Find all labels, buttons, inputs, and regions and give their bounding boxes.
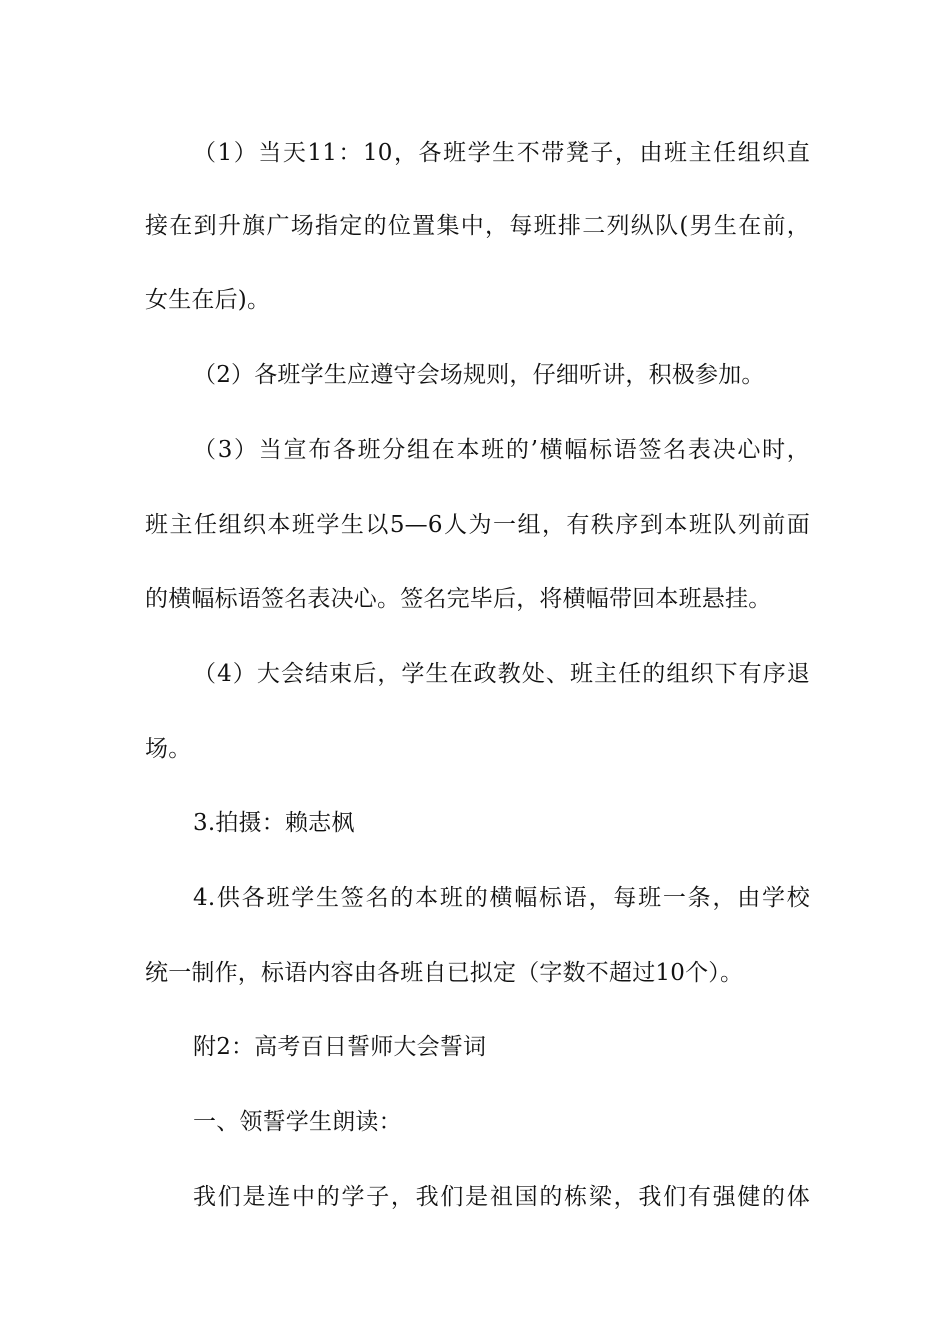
paragraph-line: 一、领誓学生朗读： bbox=[193, 1109, 402, 1135]
paragraph-line: （2）各班学生应遵守会场规则，仔细听讲，积极参加。 bbox=[193, 362, 765, 388]
paragraph-line: 班主任组织本班学生以5—6人为一组，有秩序到本班队列前面 bbox=[145, 512, 810, 538]
paragraph-line: （4）大会结束后，学生在政教处、班主任的组织下有序退 bbox=[193, 661, 810, 687]
paragraph-line: 的横幅标语签名表决心。签名完毕后，将横幅带回本班悬挂。 bbox=[145, 586, 772, 612]
paragraph-line: 4.供各班学生签名的本班的横幅标语，每班一条，由学校 bbox=[193, 885, 810, 911]
paragraph-line: （3）当宣布各班分组在本班的’横幅标语签名表决心时， bbox=[193, 437, 810, 463]
paragraph-line: 附2：高考百日誓师大会誓词 bbox=[193, 1034, 487, 1060]
paragraph-line: 接在到升旗广场指定的位置集中，每班排二列纵队(男生在前， bbox=[145, 213, 810, 239]
paragraph-line: 场。 bbox=[145, 736, 192, 762]
paragraph-line: 3.拍摄：赖志枫 bbox=[193, 810, 355, 836]
paragraph-line: 统一制作，标语内容由各班自已拟定（字数不超过10个）。 bbox=[145, 960, 744, 986]
paragraph-line: 我们是连中的学子，我们是祖国的栋梁，我们有强健的体 bbox=[193, 1184, 810, 1210]
paragraph-line: （1）当天11：10，各班学生不带凳子，由班主任组织直 bbox=[193, 140, 810, 166]
paragraph-line: 女生在后)。 bbox=[145, 287, 271, 313]
